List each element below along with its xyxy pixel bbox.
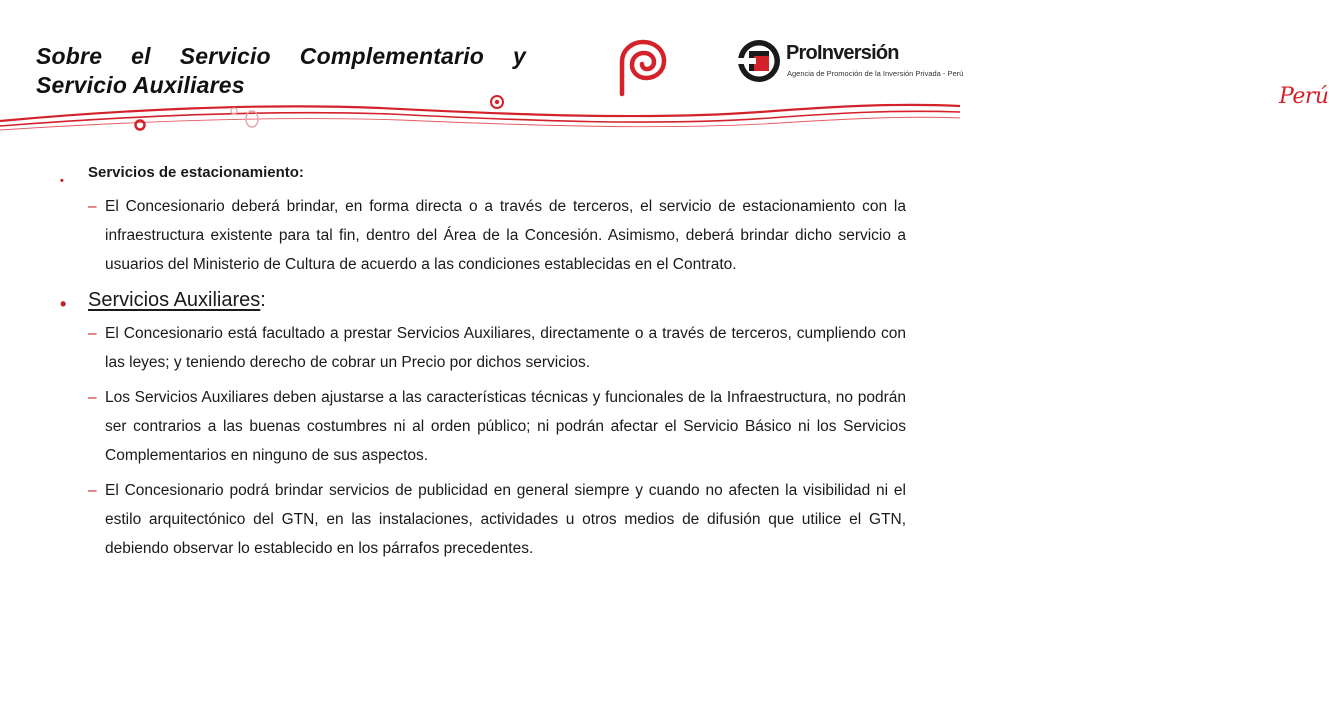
peru-spiral-icon [612, 36, 672, 98]
title-line-2: Servicio Auxiliares [36, 72, 245, 98]
dash-icon: – [88, 482, 97, 499]
section-auxiliary-title: Servicios Auxiliares [88, 289, 261, 311]
page-title [36, 42, 526, 100]
list-item-text: El Concesionario podrá brindar servicios de publicidad en general siempre y cuando no afecten la visibilidad ni el estilo arquitectónico del GTN, en las instalaciones, actividades u otros medios de difusión que utilice el GTN, debiendo observar lo establecido en los párrafos precedentes. [105, 482, 906, 557]
agency-name: ProInversión [786, 42, 899, 64]
list-item [60, 383, 906, 470]
proinversion-emblem-icon [736, 38, 782, 84]
section-parking-heading [60, 158, 906, 188]
list-item [60, 192, 906, 279]
title-line-1: Sobre el Servicio Complementario y [36, 43, 526, 69]
slide-content [60, 158, 906, 563]
peru-wordmark: Perú [1279, 84, 1329, 109]
list-item-text: El Concesionario está facultado a prestar Servicios Auxiliares, directamente o a través de terceros, cumpliendo con las leyes; y teniendo derecho de cobrar un Precio por dichos servicios. [105, 325, 906, 371]
list-item-text: El Concesionario deberá brindar, en forma directa o a través de terceros, el servicio de estacionamiento con la infraestructura existente para tal fin, dentro del Área de la Concesión. Asimismo, deberá brindar dicho servicio a usuarios del Ministerio de Cultura de acuerdo a las condiciones establecidas en el Contrato. [105, 198, 906, 273]
bullet-icon: • [60, 294, 67, 314]
decor-circle-right-inner [495, 100, 499, 104]
list-item-text: Los Servicios Auxiliares deben ajustarse a las características técnicas y funcionales de la Infraestructura, no podrán ser contrarios a las buenas costumbres ni al orden público; ni podrán afectar el Servicio Básico ni los Servicios Complementarios en ninguno de sus aspectos. [105, 389, 906, 464]
decor-circle-left [136, 121, 145, 130]
dash-icon: – [88, 198, 97, 215]
bullet-icon: • [60, 175, 64, 187]
section-auxiliary-colon: : [260, 289, 266, 311]
section-auxiliary-heading [60, 285, 906, 315]
list-item [60, 319, 906, 377]
list-item [60, 476, 906, 563]
section-parking-title: Servicios de estacionamiento: [88, 164, 304, 181]
proinversion-logo [736, 38, 964, 88]
agency-tagline: Agencia de Promoción de la Inversión Privada - Perú [787, 69, 964, 78]
dash-icon: – [88, 389, 97, 406]
dash-icon: – [88, 325, 97, 342]
